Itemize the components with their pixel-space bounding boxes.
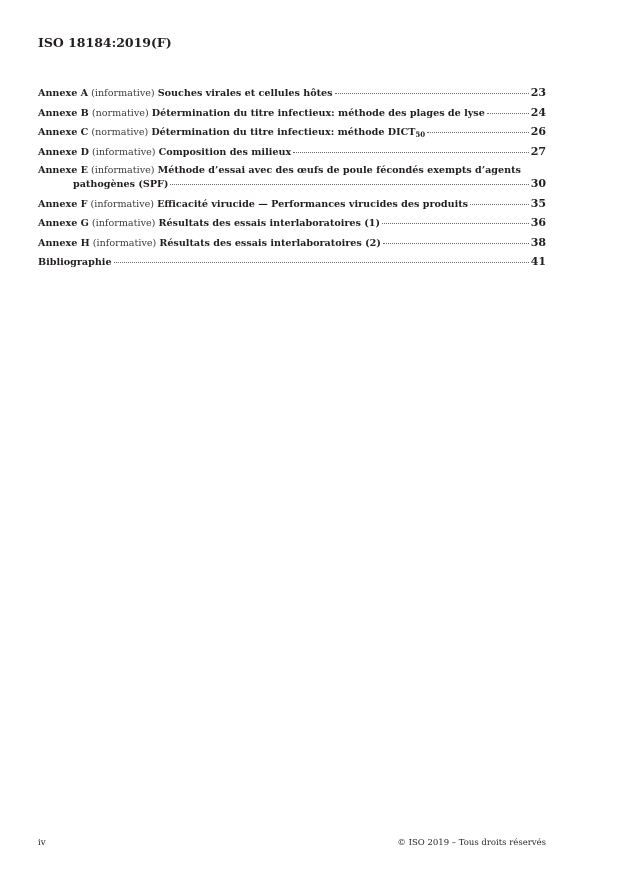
- table-of-contents: [38, 86, 546, 275]
- toc-entry-page: 24: [530, 105, 546, 119]
- toc-entry-title: Composition des milieux: [158, 146, 292, 158]
- toc-entry-label: Annexe F: [38, 198, 88, 210]
- toc-entry-title-continuation: pathogènes (SPF): [73, 179, 169, 190]
- toc-entry-annex-h[interactable]: [38, 236, 546, 250]
- footer-page-number: iv: [38, 838, 46, 848]
- toc-entry-label: Bibliographie: [38, 257, 112, 268]
- toc-entry-type: (informative): [91, 88, 155, 99]
- toc-entry-type: (informative): [91, 165, 155, 176]
- toc-entry-page: 26: [530, 125, 546, 138]
- toc-entry-type: (informative): [91, 218, 156, 229]
- dot-leader: [382, 223, 529, 224]
- toc-entry-page: 30: [530, 177, 546, 190]
- toc-entry-type: (normative): [91, 127, 149, 138]
- toc-entry-type: (informative): [92, 237, 157, 249]
- toc-entry-title: Détermination du titre infectieux: méthode des plages de lyse: [151, 107, 485, 119]
- toc-entry-annex-b[interactable]: [38, 106, 546, 120]
- toc-entry-label: Annexe E: [38, 165, 88, 176]
- toc-entry-bibliography[interactable]: [38, 255, 546, 269]
- toc-entry-label: Annexe A: [38, 88, 89, 99]
- toc-entry-title: Détermination du titre infectieux: méthode DICT: [151, 127, 416, 138]
- toc-entry-page: 38: [530, 235, 546, 249]
- toc-entry-title: Efficacité virucide — Performances virucides des produits: [157, 198, 469, 210]
- toc-entry-page: 35: [530, 196, 546, 210]
- toc-entry-annex-g[interactable]: [38, 216, 546, 230]
- dot-leader: [427, 132, 529, 133]
- toc-entry-page: 41: [530, 255, 546, 268]
- toc-entry-label: Annexe D: [38, 146, 89, 158]
- toc-entry-page: 23: [530, 86, 546, 99]
- toc-entry-label: Annexe H: [38, 237, 90, 249]
- dot-leader: [114, 262, 529, 263]
- toc-entry-page: 27: [530, 144, 546, 158]
- dot-leader: [487, 113, 529, 114]
- toc-entry-type: (informative): [92, 146, 156, 158]
- dot-leader: [170, 184, 528, 185]
- dot-leader: [383, 243, 529, 244]
- dot-leader: [335, 93, 529, 94]
- dot-leader: [293, 152, 529, 153]
- toc-entry-title: Résultats des essais interlaboratoires (1): [158, 218, 381, 229]
- toc-entry-annex-e[interactable]: [38, 164, 546, 191]
- toc-entry-annex-f[interactable]: [38, 197, 546, 211]
- toc-entry-label: Annexe G: [38, 218, 89, 229]
- document-id-header: ISO 18184:2019(F): [38, 35, 172, 50]
- toc-entry-page: 36: [530, 216, 546, 229]
- toc-entry-type: (normative): [91, 107, 149, 119]
- toc-entry-title-subscript: 50: [415, 130, 426, 139]
- toc-entry-title: Souches virales et cellules hôtes: [157, 88, 333, 99]
- toc-entry-title: Méthode d’essai avec des œufs de poule fécondés exempts d’agents: [157, 165, 521, 176]
- toc-entry-type: (informative): [90, 198, 155, 210]
- toc-entry-label: Annexe B: [38, 107, 89, 119]
- toc-entry-title: Résultats des essais interlaboratoires (2): [159, 237, 381, 249]
- toc-entry-annex-d[interactable]: [38, 145, 546, 159]
- footer-copyright: © ISO 2019 – Tous droits réservés: [397, 838, 546, 848]
- toc-entry-annex-c[interactable]: [38, 125, 546, 139]
- toc-entry-annex-a[interactable]: [38, 86, 546, 100]
- toc-entry-label: Annexe C: [38, 127, 89, 138]
- dot-leader: [470, 204, 529, 205]
